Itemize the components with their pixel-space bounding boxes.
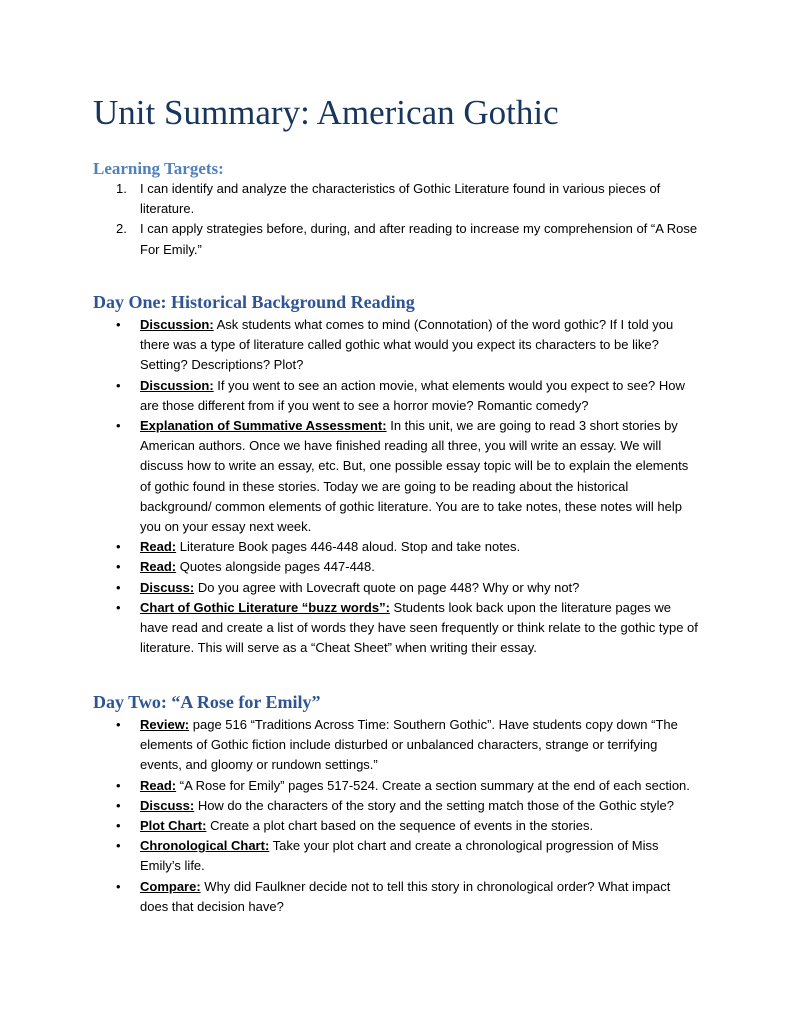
item-text: Create a plot chart based on the sequence of events in the stories. — [206, 818, 594, 834]
learning-targets-list — [0, 179, 791, 260]
list-item — [0, 179, 700, 219]
bullet-icon: • — [116, 717, 121, 732]
list-item — [0, 877, 700, 917]
item-label: Read: — [140, 539, 177, 555]
bullet-icon: • — [116, 797, 121, 813]
item-label: Discussion: — [140, 377, 214, 393]
day-one-list — [0, 315, 791, 658]
item-label: Discuss: — [140, 579, 195, 595]
item-label: Read: — [140, 777, 177, 793]
item-text: Take your plot chart and create a chronological progression of Miss Emily’s life. — [140, 838, 659, 874]
bullet-icon: • — [116, 579, 121, 595]
list-number: 1. — [116, 181, 127, 196]
item-text: Students look back upon the literature pages we have read and create a list of words they have seen frequently or think relate to the gothic type of literature. This will serve as a “Cheat Sheet” when writing their essay. — [140, 599, 698, 656]
item-label: Compare: — [140, 878, 201, 894]
item-label: Discussion: — [140, 317, 214, 332]
item-text: Do you agree with Lovecraft quote on page 448? Why or why not? — [194, 579, 580, 595]
item-text: If you went to see an action movie, what elements would you expect to see? How are those different from if you went to see a horror movie? Romantic comedy? — [140, 377, 685, 413]
bullet-icon: • — [116, 777, 121, 793]
bullet-icon: • — [116, 317, 121, 332]
item-text: Ask students what comes to mind (Connotation) of the word gothic? If I told you there was a type of literature called gothic what would you expect its characters to be like? Setting? Descriptions? Plot? — [140, 317, 674, 373]
list-item — [0, 376, 700, 416]
list-item — [0, 557, 700, 577]
bullet-icon: • — [116, 559, 121, 575]
learning-targets-heading: Learning Targets: — [93, 159, 224, 178]
list-item-text: I can identify and analyze the characteristics of Gothic Literature found in various pieces of literature. — [140, 181, 661, 217]
list-item — [0, 578, 700, 598]
bullet-icon: • — [116, 539, 121, 555]
item-label: Chart of Gothic Literature “buzz words”: — [140, 599, 390, 615]
item-label: Explanation of Summative Assessment: — [140, 418, 387, 434]
item-text: Literature Book pages 446-448 aloud. Stop and take notes. — [176, 539, 521, 555]
list-item — [0, 816, 700, 836]
list-item — [0, 598, 700, 659]
item-label: Chronological Chart: — [140, 838, 270, 854]
item-text: “A Rose for Emily” pages 517-524. Create a section summary at the end of each section. — [176, 777, 690, 793]
item-label: Discuss: — [140, 797, 195, 813]
item-label: Read: — [140, 559, 177, 575]
list-item — [0, 776, 700, 796]
list-item — [0, 219, 700, 259]
bullet-icon: • — [116, 878, 121, 894]
item-label: Plot Chart: — [140, 818, 207, 834]
item-text: How do the characters of the story and the setting match those of the Gothic style? — [194, 797, 675, 813]
day-two-list — [0, 715, 791, 917]
list-item — [0, 416, 700, 537]
item-text: Quotes alongside pages 447-448. — [176, 559, 375, 575]
day-one-heading: Day One: Historical Background Reading — [93, 292, 415, 312]
bullet-icon: • — [116, 599, 121, 615]
list-item — [0, 796, 700, 816]
bullet-icon: • — [116, 838, 121, 854]
bullet-icon: • — [116, 377, 121, 393]
bullet-icon: • — [116, 818, 121, 834]
page-title: Unit Summary: American Gothic — [93, 93, 559, 132]
list-item — [0, 836, 700, 876]
list-number: 2. — [116, 221, 127, 237]
item-text: Why did Faulkner decide not to tell this story in chronological order? What impact does that decision have? — [140, 878, 671, 914]
item-text: In this unit, we are going to read 3 short stories by American authors. Once we have finished reading all three, you will write an essay. We will discuss how to write an essay, etc. But, one possible essay topic will be to explain the elements of gothic found in these stories. Today we are going to be reading about the historical background/ common elements of gothic literature. You are to take notes, these notes will help you on your essay next week. — [140, 418, 689, 535]
list-item — [0, 315, 700, 376]
item-text: page 516 “Traditions Across Time: Southern Gothic”. Have students copy down “The elements of Gothic fiction include disturbed or unbalanced characters, strange or terrifying events, and gloomy or rundown settings.” — [140, 717, 678, 773]
list-item — [0, 537, 700, 557]
item-label: Review: — [140, 717, 190, 732]
list-item — [0, 715, 700, 776]
list-item-text: I can apply strategies before, during, and after reading to increase my comprehension of “A Rose For Emily.” — [140, 221, 698, 257]
day-two-heading: Day Two: “A Rose for Emily” — [93, 692, 321, 712]
bullet-icon: • — [116, 418, 121, 434]
